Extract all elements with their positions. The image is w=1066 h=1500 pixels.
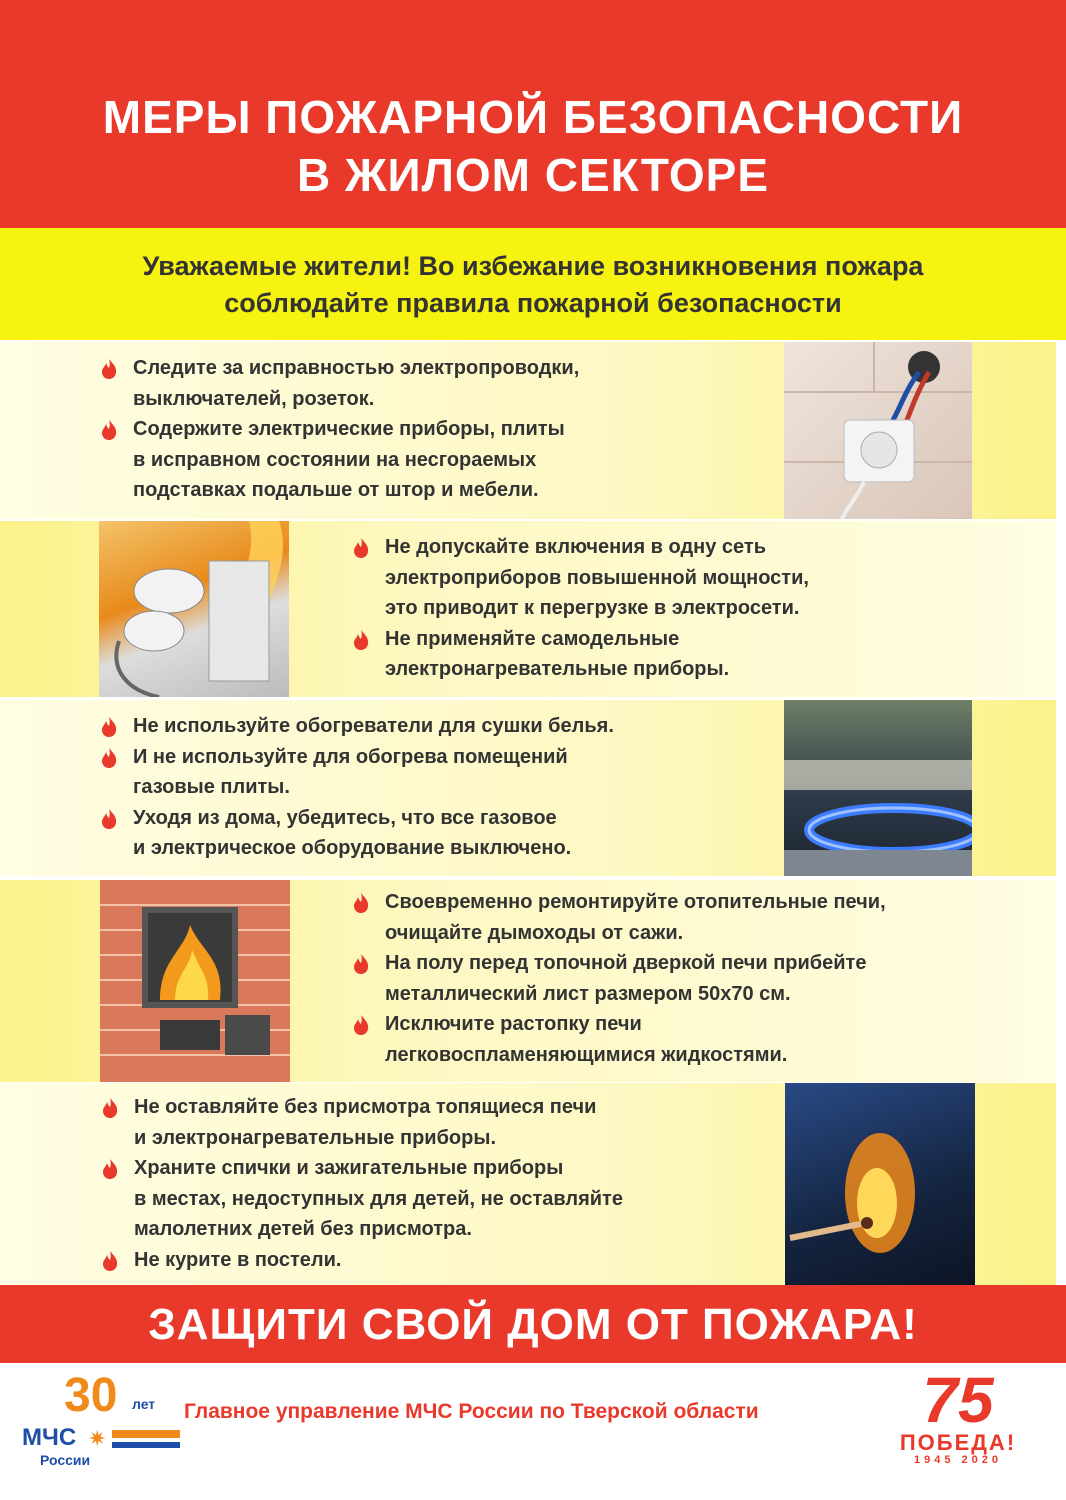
brick-stove-fire-photo — [100, 880, 290, 1082]
flame-icon — [99, 747, 119, 769]
title-line-1: МЕРЫ ПОЖАРНОЙ БЕЗОПАСНОСТИ — [102, 91, 964, 143]
logo-stripes-2 — [112, 1442, 180, 1448]
rule-text: Содержите электрические приборы, плиты в исправном состоянии на несгораемых подставках подальше от штор и мебели. — [133, 418, 565, 501]
flame-icon — [351, 629, 371, 651]
rule-item — [100, 1092, 623, 1153]
rule-text: Своевременно ремонтируйте отопительные печи, очищайте дымоходы от сажи. — [385, 891, 886, 944]
burning-match-photo — [785, 1083, 975, 1285]
rule-item — [99, 742, 614, 803]
logo-mchs-name: МЧС — [22, 1424, 77, 1451]
rule-text: Храните спички и зажигательные приборы в местах, недоступных для детей, не оставляйте малолетних детей без присмотра. — [134, 1157, 623, 1240]
poster-header — [0, 0, 1066, 228]
burning-overloaded-plugs-photo — [99, 521, 289, 697]
rule-item — [99, 353, 579, 414]
flame-icon — [99, 808, 119, 830]
rule-list-1 — [99, 353, 579, 506]
rule-item — [351, 1009, 886, 1070]
victory-75-logo — [860, 1364, 1056, 1468]
intro-line-1: Уважаемые жители! Во избежание возникновения пожара — [142, 251, 924, 281]
rule-list-5 — [100, 1092, 623, 1275]
rule-text: На полу перед топочной дверкой печи прибейте металлический лист размером 50х70 см. — [385, 952, 867, 1005]
rule-item — [351, 624, 809, 685]
flame-icon — [100, 1250, 120, 1272]
slogan-bar — [0, 1285, 1066, 1363]
outlet-illustration — [784, 342, 972, 519]
logo-75-years: 1945 2020 — [914, 1454, 1002, 1466]
logo-30-number: 30 — [64, 1369, 118, 1422]
gas-stove-burner-photo — [784, 700, 972, 876]
rule-list-2 — [351, 532, 809, 685]
organization-name: Главное управление МЧС России по Тверской области — [184, 1400, 759, 1423]
mchs-star-icon: ✷ — [88, 1426, 107, 1451]
flame-icon — [99, 716, 119, 738]
rule-text: Не применяйте самодельные электронагревательные приборы. — [385, 627, 730, 680]
mchs-30-logo — [20, 1368, 182, 1478]
burning-match-illustration — [785, 1083, 975, 1285]
poster-title — [0, 0, 1066, 204]
flame-icon — [351, 1014, 371, 1036]
rule-item — [100, 1245, 623, 1276]
rule-text: Не курите в постели. — [134, 1248, 342, 1271]
logo-75-word: ПОБЕДА! — [899, 1430, 1017, 1455]
rule-item — [100, 1153, 623, 1245]
rule-list-4 — [351, 887, 886, 1070]
title-line-2: В ЖИЛОМ СЕКТОРЕ — [296, 149, 769, 201]
intro-line-2: соблюдайте правила пожарной безопасности — [224, 288, 842, 318]
flame-icon — [351, 953, 371, 975]
logo-30-suffix: лет — [132, 1396, 156, 1412]
rule-text: И не используйте для обогрева помещений газовые плиты. — [133, 745, 568, 798]
burning-plugs-illustration — [99, 521, 289, 697]
gas-burner-illustration — [784, 700, 972, 876]
flame-icon — [351, 537, 371, 559]
rule-text: Уходя из дома, убедитесь, что все газовое и электрическое оборудование выключено. — [133, 806, 572, 859]
brick-stove-illustration — [100, 880, 290, 1082]
intro-banner — [0, 228, 1066, 340]
flame-icon — [100, 1097, 120, 1119]
rule-item — [351, 532, 809, 624]
rule-item — [99, 803, 614, 864]
flame-icon — [99, 419, 119, 441]
electrical-outlet-wiring-photo — [784, 342, 972, 519]
intro-text — [0, 228, 1066, 322]
rule-text: Не допускайте включения в одну сеть электроприборов повышенной мощности, это приводит к перегрузке в электросети. — [385, 536, 809, 619]
rule-item — [351, 948, 886, 1009]
logo-stripes — [112, 1430, 180, 1438]
logo-mchs-sub: России — [40, 1452, 91, 1468]
rule-text: Не используйте обогреватели для сушки белья. — [133, 715, 614, 737]
rule-item — [99, 414, 579, 506]
flame-icon — [100, 1158, 120, 1180]
rule-text: Исключите растопку печи легковоспламеняющимися жидкостями. — [385, 1013, 788, 1066]
slogan: ЗАЩИТИ СВОЙ ДОМ ОТ ПОЖАРА! — [148, 1300, 918, 1349]
flame-icon — [99, 358, 119, 380]
flame-icon — [351, 892, 371, 914]
logo-75-number: 75 — [922, 1364, 994, 1436]
rule-text: Не оставляйте без присмотра топящиеся печи и электронагревательные приборы. — [134, 1096, 597, 1149]
rule-text: Следите за исправностью электропроводки, выключателей, розеток. — [133, 357, 580, 410]
rule-item — [99, 711, 614, 742]
rule-item — [351, 887, 886, 948]
rule-list-3 — [99, 711, 614, 864]
